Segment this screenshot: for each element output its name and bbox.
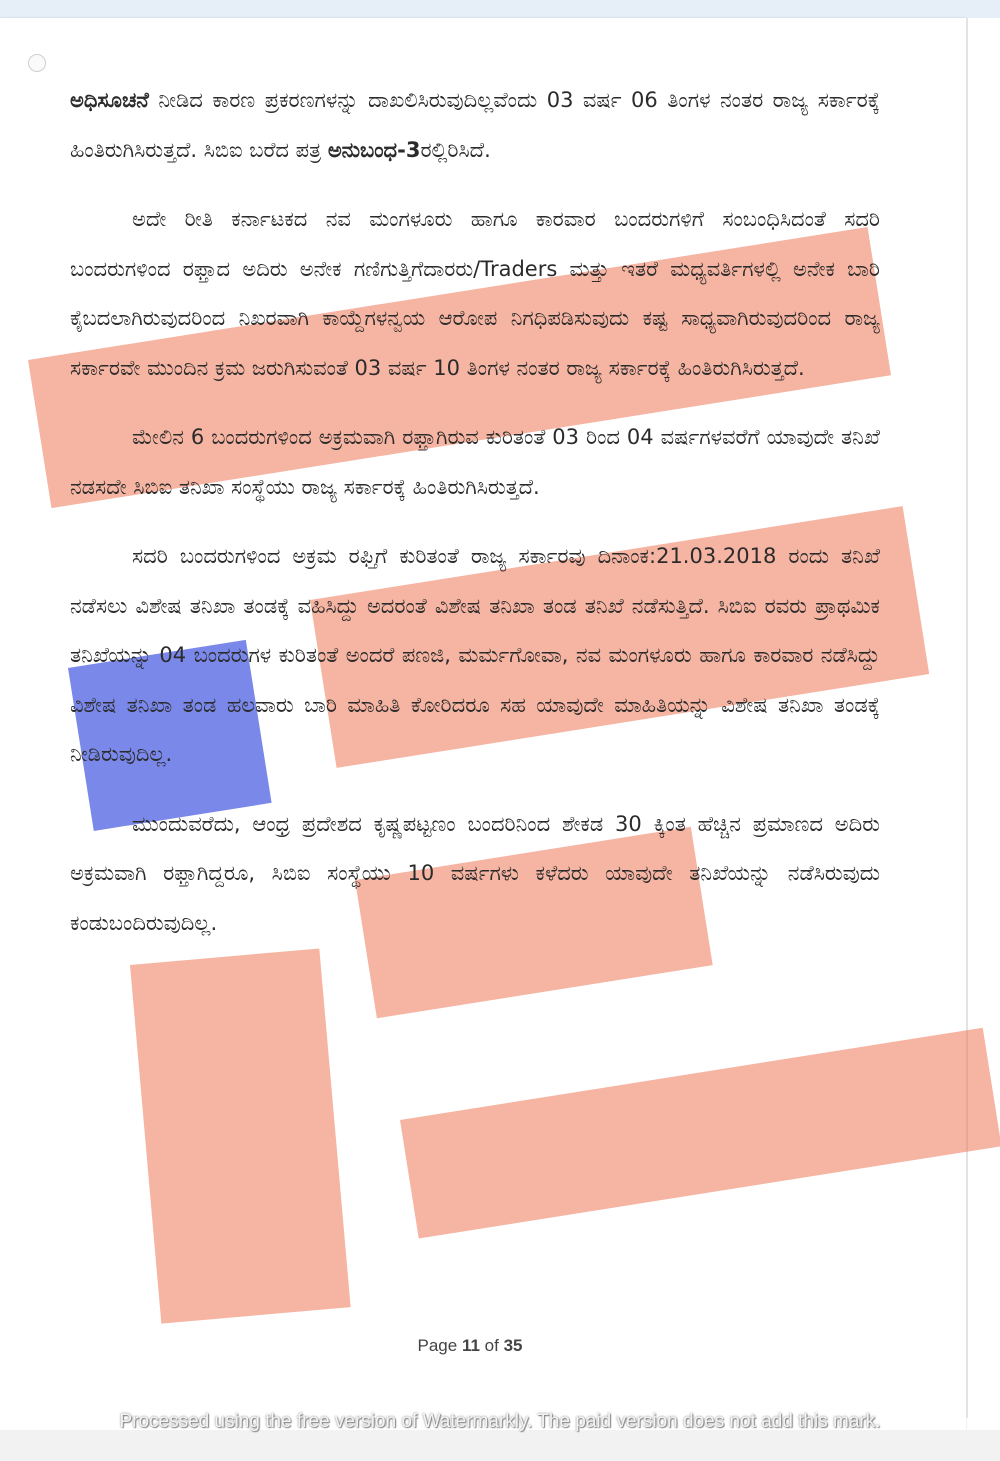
text-segment: ರಲ್ಲಿರಿಸಿದೆ.	[420, 137, 491, 162]
paragraph	[70, 195, 880, 393]
paragraph	[70, 800, 880, 949]
page-number	[0, 1336, 940, 1356]
page-total: 35	[503, 1336, 523, 1355]
page-edge	[966, 18, 968, 1418]
bottom-band	[0, 1430, 1000, 1461]
watermark-text: Processed using the free version of Watermarkly. The paid version does not add this mark.	[119, 1411, 881, 1432]
corner-circle-icon	[28, 54, 46, 72]
document-body	[70, 76, 880, 968]
text-segment: ಅಧಿಸೂಚನೆ	[70, 88, 149, 112]
top-band	[0, 0, 1000, 18]
page-prefix: Page	[417, 1336, 462, 1355]
text-segment: ಸದರಿ ಬಂದರುಗಳಿಂದ ಅಕ್ರಮ ರಫ್ತಿಗೆ ಕುರಿತಂತೆ ರಾಜ್ಯ ಸರ್ಕಾರವು ದಿನಾಂಕ:21.03.2018 ರಂದು ತನಿಖೆ ನಡೆಸಲು ವಿಶೇಷ ತನಿಖಾ ತಂಡಕ್ಕೆ ವಹಿಸಿದ್ದು ಅದರಂತೆ ವಿಶೇಷ ತನಿಖಾ ತಂಡ ತನಿಖೆ ನಡೆಸುತ್ತಿದೆ. ಸಿಬಿಐ ರವರು ಪ್ರಾಥಮಿಕ ತನಿಖೆಯನ್ನು 04 ಬಂದರುಗಳ ಕುರಿತಂತೆ ಅಂದರೆ ಪಣಜಿ, ಮರ್ಮಗೋವಾ, ನವ ಮಂಗಳೂರು ಹಾಗೂ ಕಾರವಾರ ನಡೆಸಿದ್ದು ವಿಶೇಷ ತನಿಖಾ ತಂಡ ಹಲವಾರು ಬಾರಿ ಮಾಹಿತಿ ಕೋರಿದರೂ ಸಹ ಯಾವುದೇ ಮಾಹಿತಿಯನ್ನು ವಿಶೇಷ ತನಿಖಾ ತಂಡಕ್ಕೆ ನೀಡಿರುವುದಿಲ್ಲ.	[70, 544, 880, 766]
highlight-rect	[130, 948, 351, 1323]
text-segment: ಮುಂದುವರೆದು, ಆಂಧ್ರ ಪ್ರದೇಶದ ಕೃಷ್ಣಪಟ್ಟಣಂ ಬಂದರಿನಿಂದ ಶೇಕಡ 30 ಕ್ಕಿಂತ ಹೆಚ್ಚಿನ ಪ್ರಮಾಣದ ಅದಿರು ಅಕ್ರಮವಾಗಿ ರಫ್ತಾಗಿದ್ದರೂ, ಸಿಬಿಐ ಸಂಸ್ಥೆಯು 10 ವರ್ಷಗಳು ಕಳೆದರು ಯಾವುದೇ ತನಿಖೆಯನ್ನು ನಡೆಸಿರುವುದು ಕಂಡುಬಂದಿರುವುದಿಲ್ಲ.	[70, 811, 880, 935]
page-current: 11	[461, 1336, 480, 1355]
paragraph	[70, 413, 880, 512]
paragraph	[70, 532, 880, 780]
text-segment: ಅದೇ ರೀತಿ ಕರ್ನಾಟಕದ ನವ ಮಂಗಳೂರು ಹಾಗೂ ಕಾರವಾರ ಬಂದರುಗಳಿಗೆ ಸಂಬಂಧಿಸಿದಂತೆ ಸದರಿ ಬಂದರುಗಳಿಂದ ರಫ್ತಾದ ಅದಿರು ಅನೇಕ ಗಣಿಗುತ್ತಿಗೆದಾರರು/Traders ಮತ್ತು ಇತರೆ ಮಧ್ಯವರ್ತಿಗಳಲ್ಲಿ ಅನೇಕ ಬಾರಿ ಕೈಬದಲಾಗಿರುವುದರಿಂದ ನಿಖರವಾಗಿ ಕಾಯ್ದೆಗಳನ್ವಯ ಆರೋಪ ನಿಗಧಿಪಡಿಸುವುದು ಕಷ್ಟ ಸಾಧ್ಯವಾಗಿರುವುದರಿಂದ ರಾಜ್ಯ ಸರ್ಕಾರವೇ ಮುಂದಿನ ಕ್ರಮ ಜರುಗಿಸುವಂತೆ 03 ವರ್ಷ 10 ತಿಂಗಳ ನಂತರ ರಾಜ್ಯ ಸರ್ಕಾರಕ್ಕೆ ಹಿಂತಿರುಗಿಸಿರುತ್ತದೆ.	[70, 207, 880, 380]
text-segment: ಅನುಬಂಧ-3	[327, 137, 421, 162]
page-of: of	[479, 1336, 504, 1355]
paragraph	[70, 76, 880, 175]
text-segment: ಮೇಲಿನ 6 ಬಂದರುಗಳಿಂದ ಅಕ್ರಮವಾಗಿ ರಫ್ತಾಗಿರುವ ಕುರಿತಂತೆ 03 ರಿಂದ 04 ವರ್ಷಗಳವರೆಗೆ ಯಾವುದೇ ತನಿಖೆ ನಡಸದೇ ಸಿಬಿಐ ತನಿಖಾ ಸಂಸ್ಥೆಯು ರಾಜ್ಯ ಸರ್ಕಾರಕ್ಕೆ ಹಿಂತಿರುಗಿಸಿರುತ್ತದೆ.	[70, 425, 880, 499]
text-segment: ನೀಡಿದ ಕಾರಣ ಪ್ರಕರಣಗಳನ್ನು ದಾಖಲಿಸಿರುವುದಿಲ್ಲವೆಂದು 03 ವರ್ಷ 06 ತಿಂಗಳ ನಂತರ ರಾಜ್ಯ ಸರ್ಕಾರಕ್ಕೆ ಹಿಂತಿರುಗಿಸಿರುತ್ತದೆ. ಸಿಬಿಐ ಬರೆದ ಪತ್ರ	[70, 88, 880, 162]
